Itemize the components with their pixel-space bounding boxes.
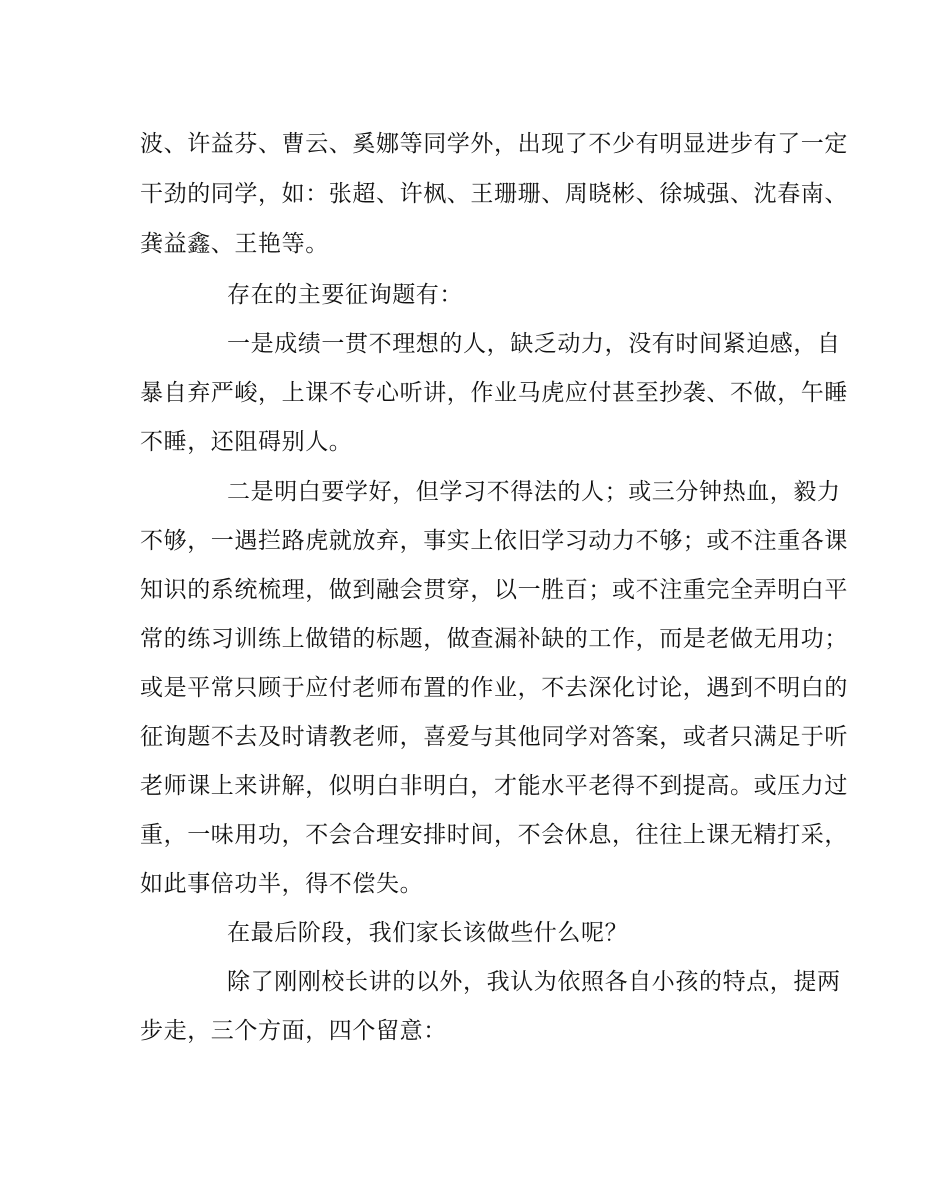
text-line: 老师课上来讲解，似明白非明白，才能水平老得不到提高。或压力过	[140, 773, 848, 799]
text-line: 重，一味用功，不会合理安排时间，不会休息，往往上课无精打采，	[140, 822, 848, 848]
paragraph-start-line: 一是成绩一贯不理想的人，缺乏动力，没有时间紧迫感，自	[227, 331, 841, 357]
text-line: 不睡，还阻碍别人。	[140, 429, 353, 455]
paragraph-start-line: 二是明白要学好，但学习不得法的人；或三分钟热血，毅力	[227, 479, 841, 505]
section-heading: 存在的主要征询题有：	[227, 282, 463, 308]
text-line: 知识的系统梳理，做到融会贯穿，以一胜百；或不注重完全弄明白平	[140, 577, 848, 603]
text-line: 步走，三个方面，四个留意：	[140, 1018, 447, 1044]
text-line: 征询题不去及时请教老师，喜爱与其他同学对答案，或者只满足于听	[140, 724, 848, 750]
text-line: 波、许益芬、曹云、奚娜等同学外，出现了不少有明显进步有了一定	[140, 131, 848, 157]
text-line: 或是平常只顾于应付老师布置的作业，不去深化讨论，遇到不明白的	[140, 675, 848, 701]
text-line: 常的练习训练上做错的标题，做查漏补缺的工作，而是老做无用功；	[140, 626, 848, 652]
text-line: 干劲的同学，如：张超、许枫、王珊珊、周晓彬、徐城强、沈春南、	[140, 181, 848, 207]
text-line: 暴自弃严峻，上课不专心听讲，作业马虎应付甚至抄袭、不做，午睡	[140, 380, 848, 406]
text-line: 如此事倍功半，得不偿失。	[140, 871, 424, 897]
text-line: 不够，一遇拦路虎就放弃，事实上依旧学习动力不够；或不注重各课	[140, 528, 848, 554]
paragraph-start-line: 在最后阶段，我们家长该做些什么呢？	[227, 920, 629, 946]
paragraph-start-line: 除了刚刚校长讲的以外，我认为依照各自小孩的特点，提两	[227, 969, 841, 995]
text-line: 龚益鑫、王艳等。	[140, 231, 329, 257]
